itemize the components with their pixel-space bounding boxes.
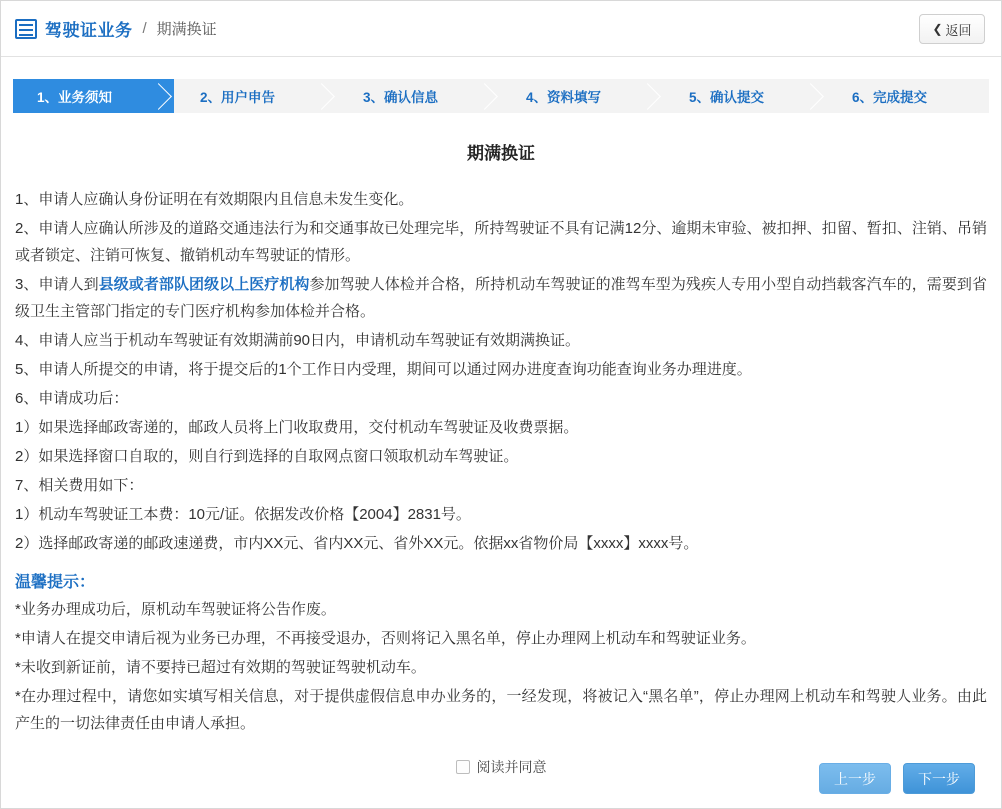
medical-institution-link[interactable]: 县级或者部队团级以上医疗机构 [98,276,310,293]
footer-actions [1,763,1001,794]
step-item-5[interactable] [663,79,826,113]
step-arrow-icon [321,79,338,113]
step-item-4[interactable] [500,79,663,113]
warm-tip-3: *未收到新证前，请不要持已超过有效期的驾驶证驾驶机动车。 [15,659,426,676]
step-item-2[interactable] [174,79,337,113]
step-item-6[interactable] [826,79,989,113]
notice-paragraph-6-1: 1）如果选择邮政寄递的，邮政人员将上门收取费用，交付机动车驾驶证及收费票据。 [15,419,579,436]
warm-tips-title: 温馨提示： [15,574,96,591]
breadcrumb-root[interactable]: 驾驶证业务 [45,21,133,40]
notice-paragraph-7-2: 2）选择邮政寄递的邮政速递费，市内XX元、省内XX元、省外XX元。依据xx省物价局【xxxx】xxxx号。 [15,535,699,552]
step-arrow-icon [810,79,827,113]
breadcrumb [15,16,217,41]
page-title: 期满换证 [467,144,535,163]
breadcrumb-current: 期满换证 [156,21,217,38]
step-progress-bar [13,79,989,113]
paragraph-3-suffix: 参加驾驶人体检并合格，所持机动车驾驶证的准驾车型为残疾人专用小型自动挡载客汽车的，需要到省级卫生主管部门指定的专门医疗机构参加体检并合格。 [15,276,987,320]
warm-tip-4: *在办理过程中，请您如实填写相关信息，对于提供虚假信息申办业务的，一经发现，将被记入“黑名单”，停止办理网上机动车和驾驶人业务。由此产生的一切法律责任由申请人承担。 [15,688,987,732]
notice-paragraph-7-1: 1）机动车驾驶证工本费：10元/证。依据发改价格【2004】2831号。 [15,506,471,523]
card-icon [15,19,37,39]
warm-tip-1: *业务办理成功后，原机动车驾驶证将公告作废。 [15,601,336,618]
paragraph-3-prefix: 3、申请人到 [15,276,99,293]
step-label: 5、确认提交 [689,90,765,105]
chevron-left-icon: ❮ [932,22,943,36]
notice-paragraph-6-2: 2）如果选择窗口自取的，则自行到选择的自取网点窗口领取机动车驾驶证。 [15,448,519,465]
notice-paragraph-2: 2、申请人应确认所涉及的道路交通违法行为和交通事故已处理完毕，所持驾驶证不具有记满12分、逾期未审验、被扣押、扣留、暂扣、注销、吊销或者锁定、注销可恢复、撤销机动车驾驶证的情形。 [15,220,987,264]
step-arrow-icon [647,79,664,113]
step-label: 4、资料填写 [526,90,602,105]
back-button-label: 返回 [945,22,972,38]
notice-paragraph-4: 4、申请人应当于机动车驾驶证有效期满前90日内，申请机动车驾驶证有效期满换证。 [15,332,581,349]
step-arrow-icon [158,79,175,113]
notice-content [1,113,1001,777]
warm-tip-2: *申请人在提交申请后视为业务已办理，不再接受退办，否则将记入黑名单，停止办理网上机动车和驾驶证业务。 [15,630,756,647]
step-item-3[interactable] [337,79,500,113]
back-button[interactable] [919,14,985,44]
notice-paragraph-3 [15,271,987,325]
next-step-button[interactable]: 下一步 [903,763,975,794]
prev-step-button[interactable]: 上一步 [819,763,891,794]
page-header [1,1,1001,57]
step-label: 6、完成提交 [852,90,928,105]
notice-paragraph-5: 5、申请人所提交的申请，将于提交后的1个工作日内受理，期间可以通过网办进度查询功能查询业务办理进度。 [15,361,752,378]
breadcrumb-separator: / [142,20,147,37]
agree-label[interactable]: 阅读并同意 [476,759,547,775]
step-item-1[interactable] [13,79,174,113]
step-arrow-icon [484,79,501,113]
notice-paragraph-6: 6、申请成功后： [15,390,129,407]
step-label: 2、用户申告 [200,90,276,105]
step-label: 1、业务须知 [37,90,113,105]
step-label: 3、确认信息 [363,90,439,105]
notice-paragraph-1: 1、申请人应确认身份证明在有效期限内且信息未发生变化。 [15,191,414,208]
notice-paragraph-7: 7、相关费用如下： [15,477,144,494]
